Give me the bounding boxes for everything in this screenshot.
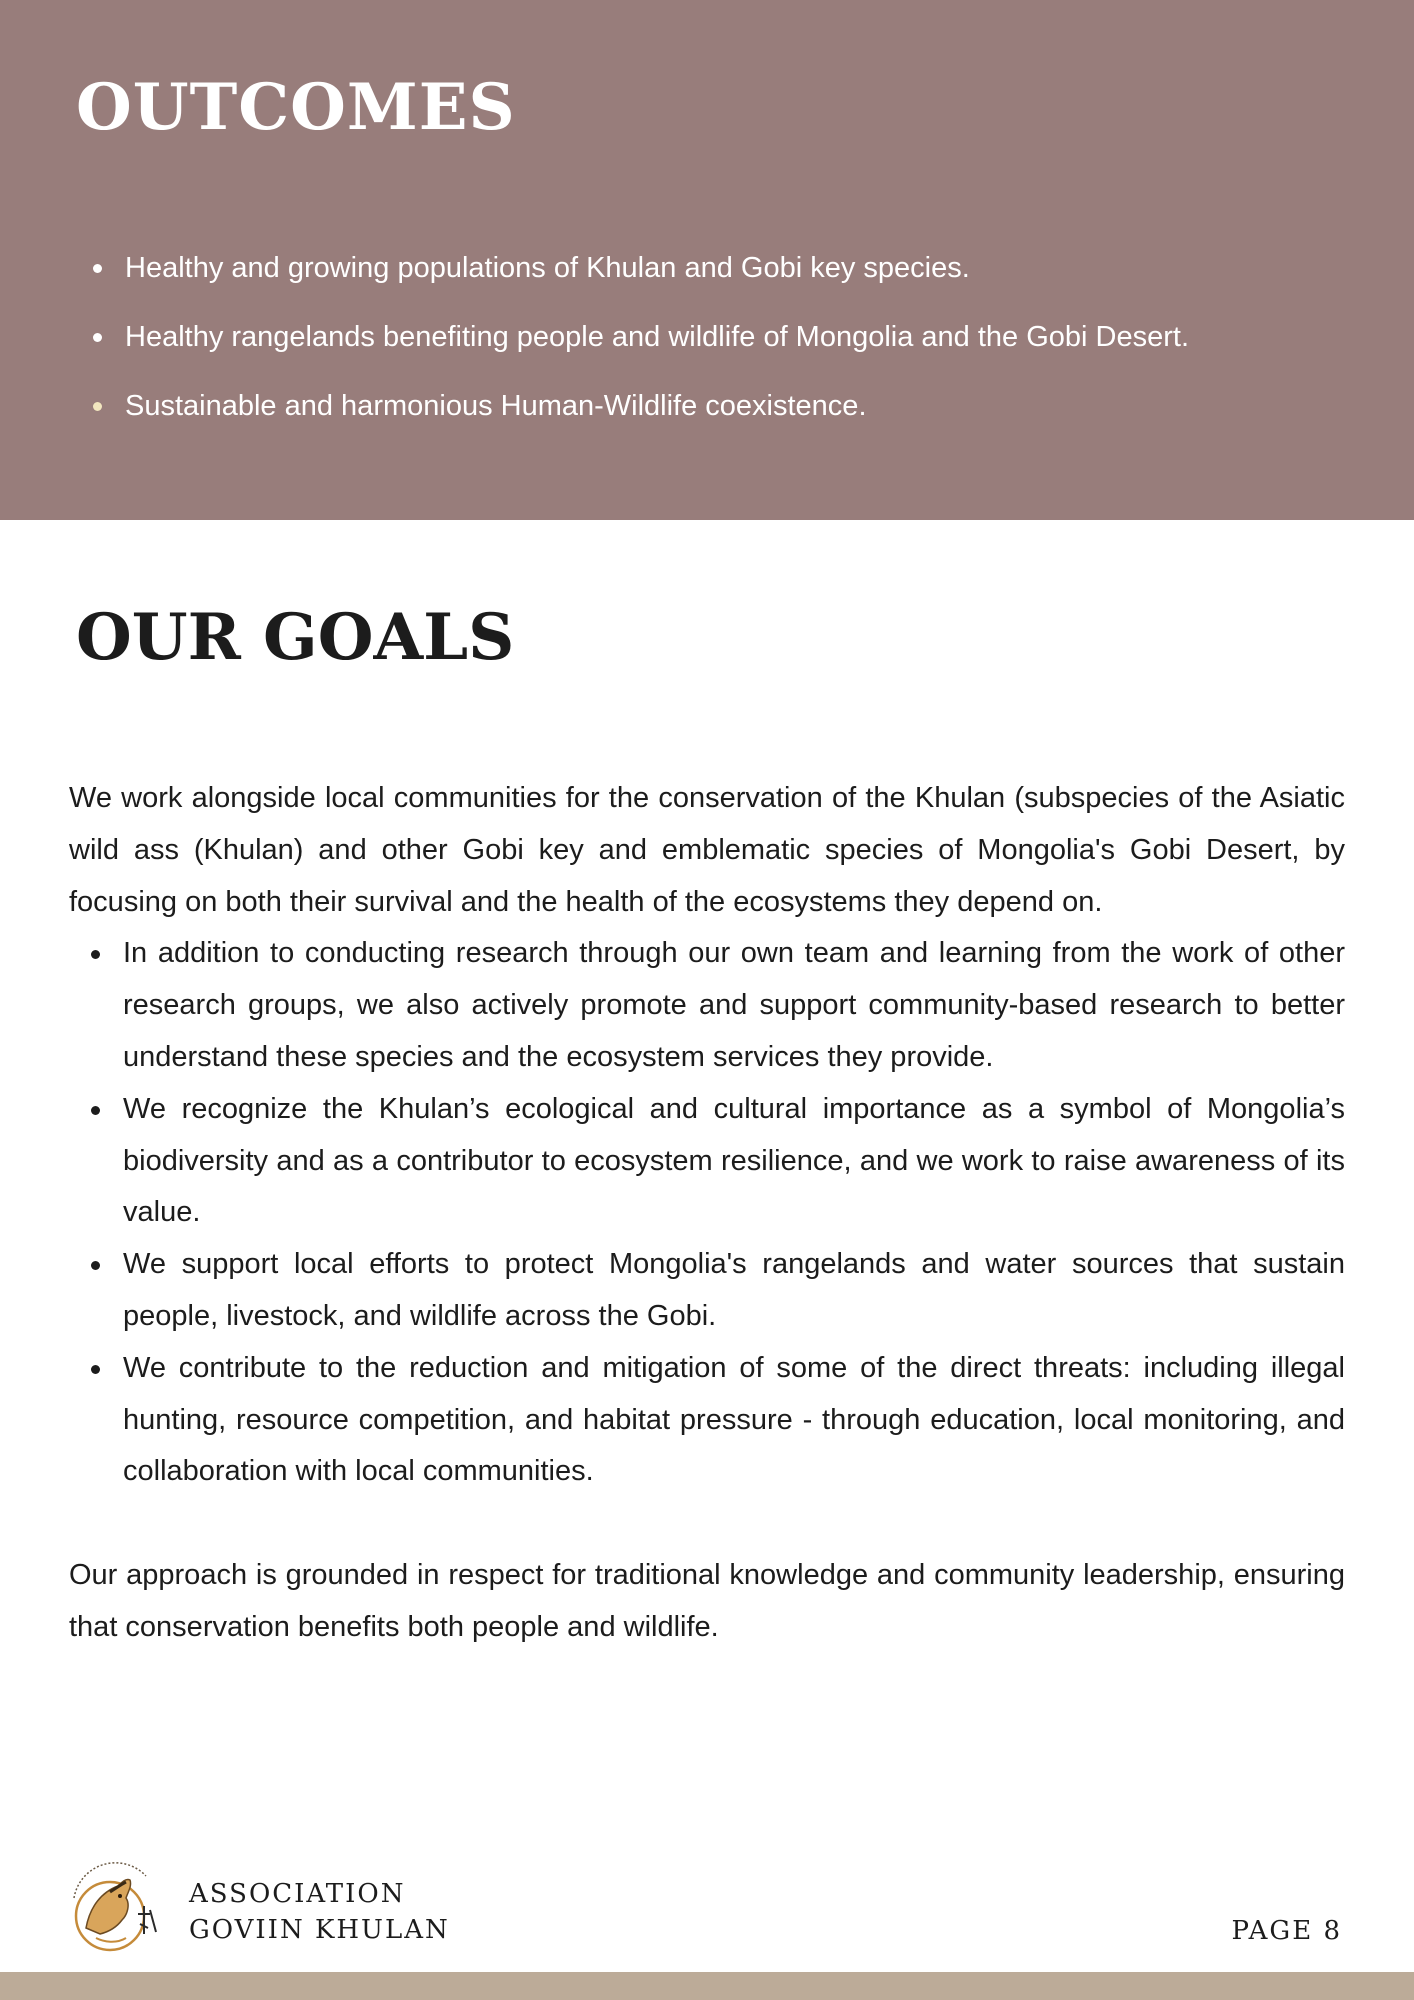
goals-body <box>69 773 1345 1654</box>
outcomes-list <box>80 236 1380 443</box>
goal-item-text: We contribute to the reduction and mitigation of some of the direct threats: including illegal hunting, resource competition, and habitat pressure - through education, local monitoring, and collaboration with local communities. <box>123 1351 1345 1488</box>
footer-org-line1: ASSOCIATION <box>189 1879 406 1909</box>
outcome-item-text: Sustainable and harmonious Human-Wildlife coexistence. <box>125 390 867 422</box>
footer-org-name <box>189 1876 450 1948</box>
bullet-icon <box>93 264 102 273</box>
khulan-horse-logo-icon <box>66 1858 166 1954</box>
bullet-icon <box>93 333 102 342</box>
page-number: PAGE 8 <box>1231 1916 1342 1946</box>
goals-closing: Our approach is grounded in respect for traditional knowledge and community leadership, ensuring that conservation benefits both people and wildlife. <box>69 1559 1345 1643</box>
bullet-icon <box>91 1106 100 1115</box>
outcome-item <box>80 236 1380 305</box>
goal-item <box>69 1084 1345 1239</box>
goals-intro: We work alongside local communities for the conservation of the Khulan (subspecies of the Asiatic wild ass (Khulan) and other Gobi key and emblematic species of Mongolia's Gobi Desert, by focusing on both their survival and the health of the ecosystems they depend on. <box>69 782 1345 918</box>
bullet-icon <box>91 1261 100 1270</box>
outcomes-title: OUTCOMES <box>76 70 516 145</box>
goal-item-text: We support local efforts to protect Mongolia's rangelands and water sources that sustain people, livestock, and wildlife across the Gobi. <box>123 1248 1345 1332</box>
goal-item-text: In addition to conducting research through our own team and learning from the work of other research groups, we also actively promote and support community-based research to better understand these species and the ecosystem services they provide. <box>123 937 1345 1073</box>
bullet-icon <box>91 1365 100 1374</box>
outcomes-section <box>0 0 1414 520</box>
bullet-icon <box>91 950 100 959</box>
bottom-bar <box>0 1972 1414 2000</box>
outcome-item <box>80 305 1380 374</box>
goal-item <box>69 928 1345 1083</box>
outcome-item-text: Healthy and growing populations of Khulan and Gobi key species. <box>125 252 970 284</box>
goal-item-text: We recognize the Khulan’s ecological and cultural importance as a symbol of Mongolia’s biodiversity and as a contributor to ecosystem resilience, and we work to raise awareness of its value. <box>123 1092 1345 1229</box>
goals-list <box>69 928 1345 1498</box>
bullet-icon <box>93 402 102 411</box>
goal-item <box>69 1239 1345 1343</box>
outcome-item <box>80 374 1380 443</box>
footer-org-line2: GOVIIN KHULAN <box>189 1915 450 1945</box>
goal-item <box>69 1343 1345 1498</box>
outcome-item-text: Healthy rangelands benefiting people and wildlife of Mongolia and the Gobi Desert. <box>125 321 1190 353</box>
goals-title: OUR GOALS <box>76 600 515 675</box>
